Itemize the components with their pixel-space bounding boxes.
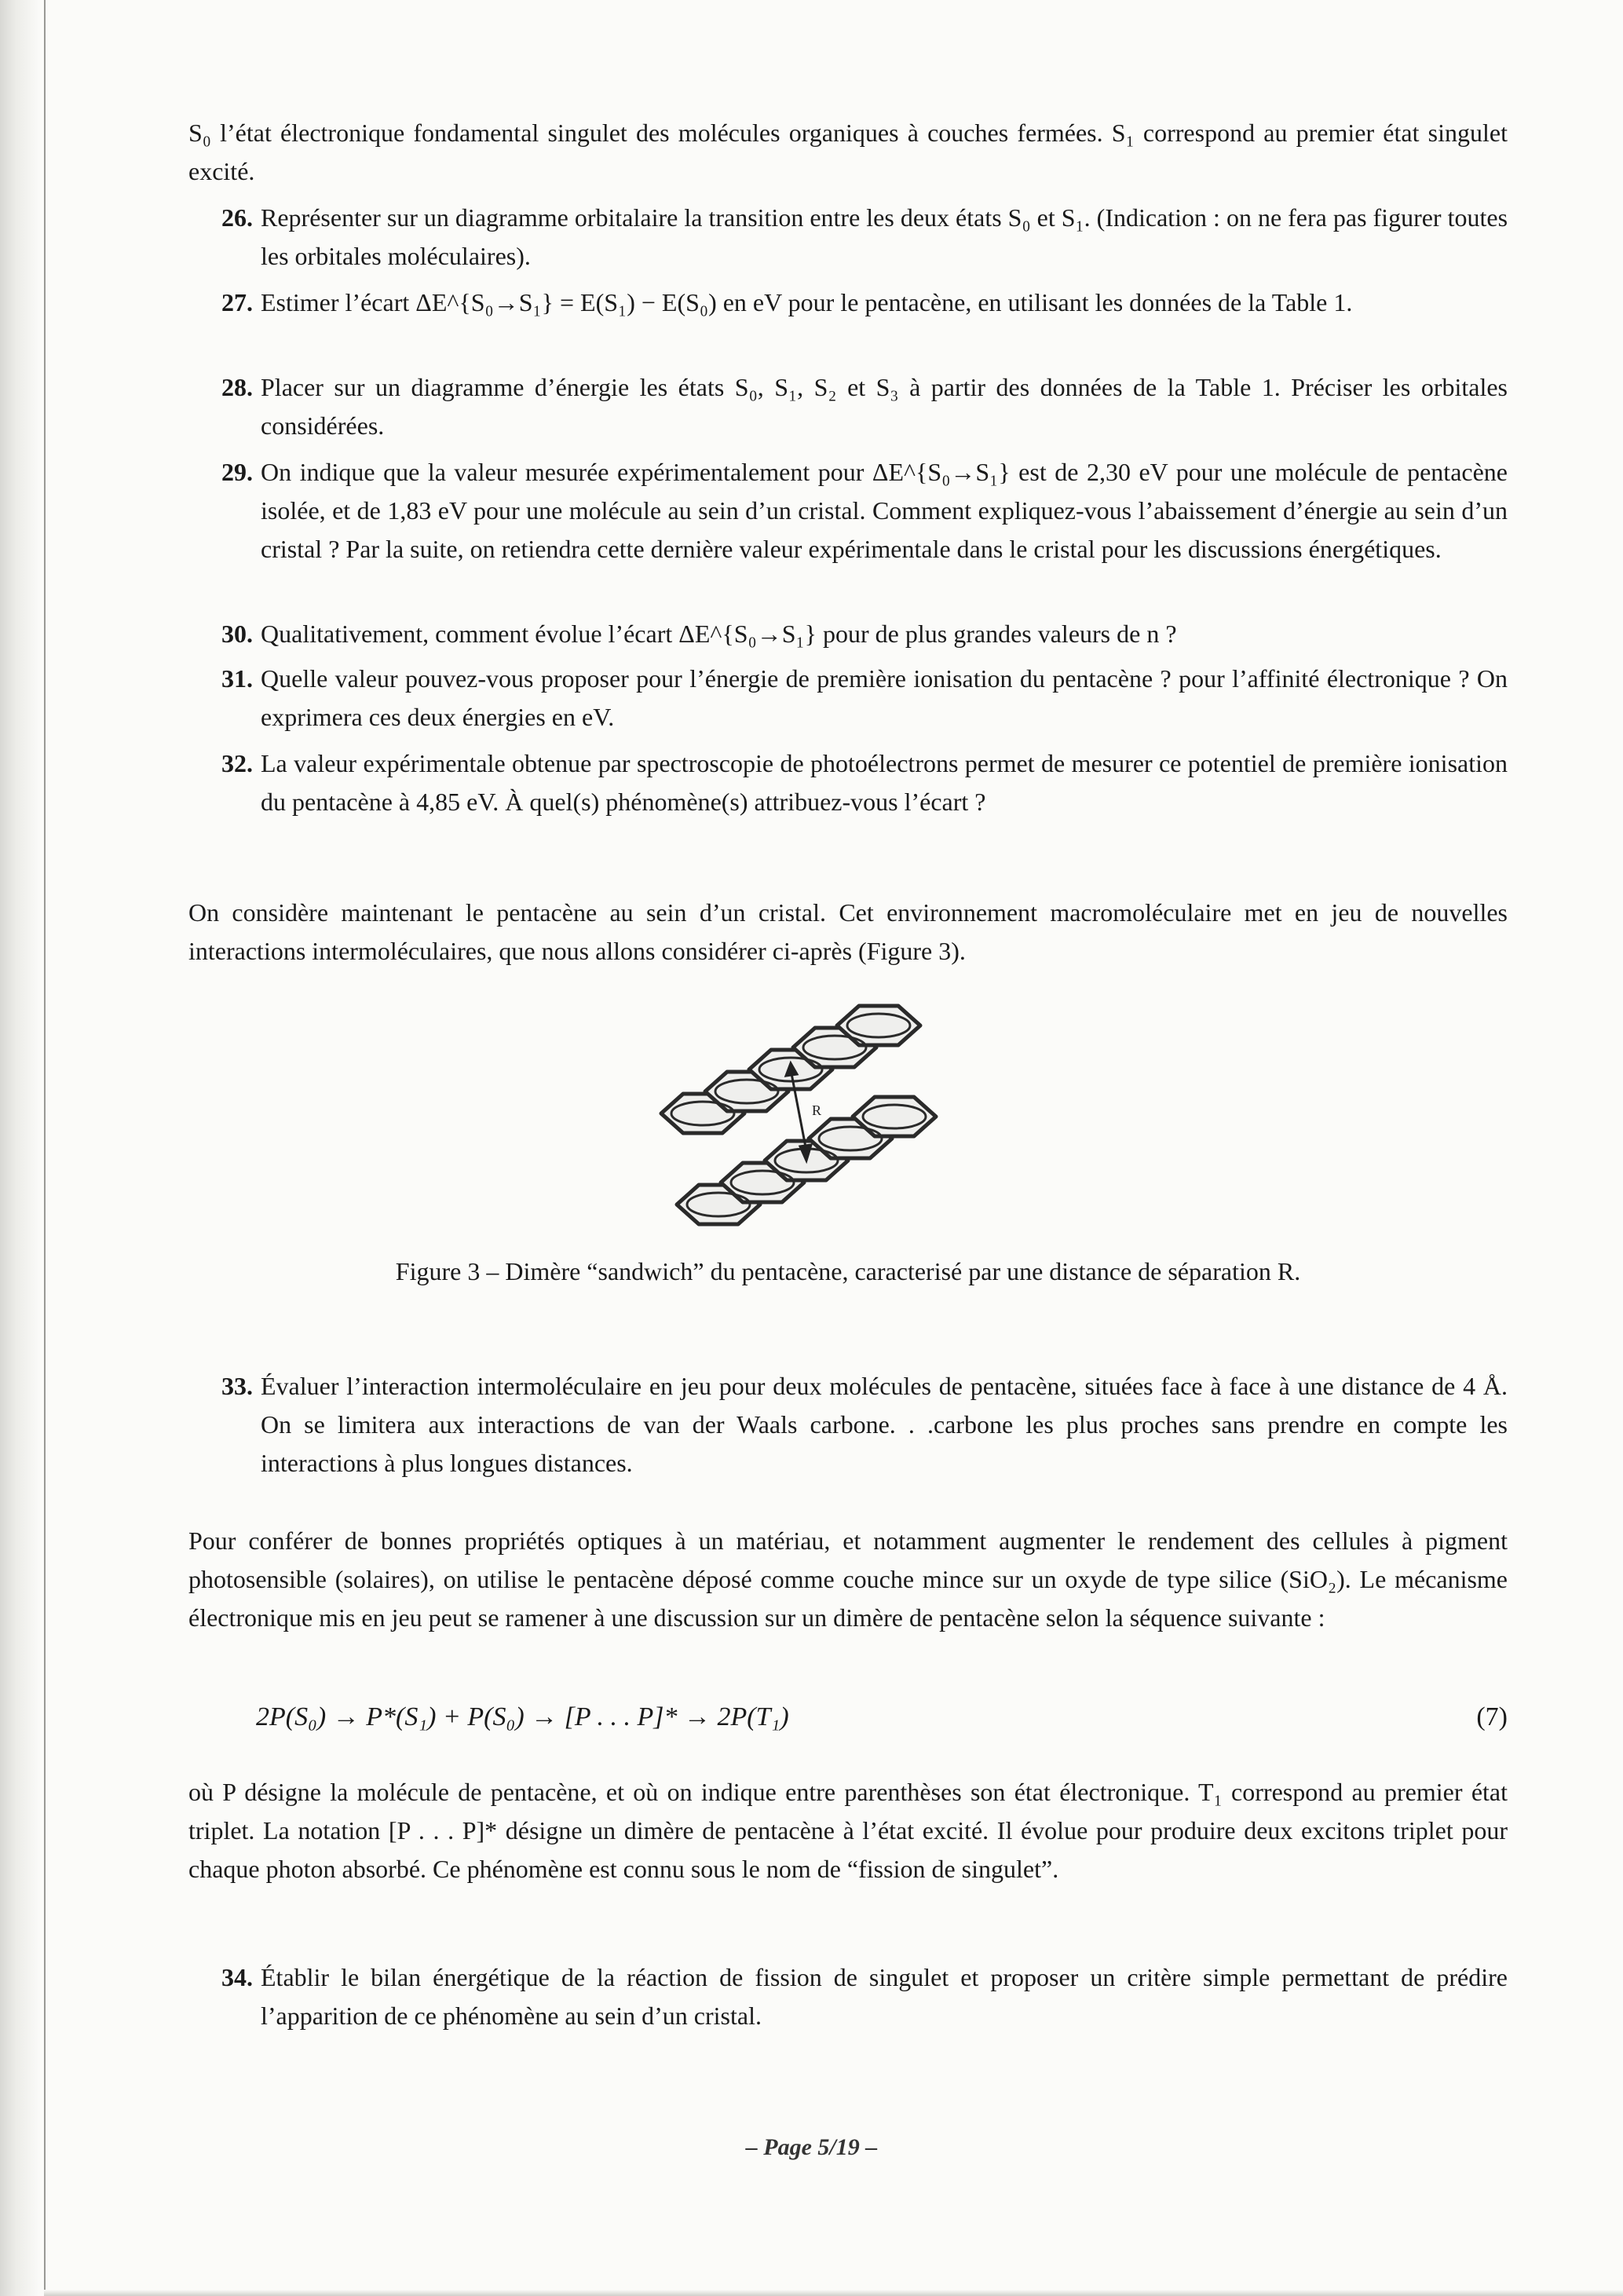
question-text: On indique que la valeur mesurée expérimentalement pour ΔE^{S₀→S₁} est de 2,30 eV pour une molécule de pentacène isolée, et de 1,83 eV pour une molécule au sein d’un cristal. Comment expliquez-vous l’abaissement d’énergie au sein d’un cristal ? Par la suite, on retiendra cette dernière valeur expérimentale dans le cristal pour les discussions énergétiques. bbox=[261, 458, 1508, 563]
scan-edge-line bbox=[44, 0, 46, 2296]
question-number: 31. bbox=[221, 664, 253, 693]
question-number: 33. bbox=[221, 1372, 253, 1400]
question-28 bbox=[188, 368, 1508, 445]
equation-body: 2P(S₀) → P*(S₁) + P(S₀) → [P . . . P]* → 2P(T₁) bbox=[256, 1702, 789, 1731]
question-number: 30. bbox=[221, 620, 253, 648]
equation-7 bbox=[188, 1698, 1508, 1736]
question-number: 28. bbox=[221, 373, 253, 401]
question-text: Établir le bilan énergétique de la réaction de fission de singulet et proposer un critère simple permettant de prédire l’apparition de ce phénomène au sein d’un cristal. bbox=[261, 1963, 1508, 2030]
figure-pentacene-dimer bbox=[642, 997, 1051, 1233]
question-number: 29. bbox=[221, 458, 253, 486]
separation-label: R bbox=[812, 1102, 822, 1118]
fission-paragraph: où P désigne la molécule de pentacène, et où on indique entre parenthèses son état électronique. T₁ correspond au premier état triplet. La notation [P . . . P]* désigne un dimère de pentacène à l’état excité. Il évolue pour produire deux excitons triplet pour chaque photon absorbé. Ce phénomène est connu sous le nom de “fission de singulet”. bbox=[188, 1778, 1508, 1883]
question-26 bbox=[188, 199, 1508, 276]
question-text: Évaluer l’interaction intermoléculaire en jeu pour deux molécules de pentacène, situées face à face à une distance de 4 Å. On se limitera aux interactions de van der Waals carbone. . .carbone les plus proches sans prendre en compte les interactions à plus longues distances. bbox=[261, 1372, 1508, 1477]
question-text: La valeur expérimentale obtenue par spectroscopie de photoélectrons permet de mesurer ce potentiel de première ionisation du pentacène à 4,85 eV. À quel(s) phénomène(s) attribuez-vous l’écart ? bbox=[261, 749, 1508, 816]
question-31 bbox=[188, 660, 1508, 737]
question-number: 32. bbox=[221, 749, 253, 777]
figure-caption: Figure 3 – Dimère “sandwich” du pentacène, caracterisé par une distance de séparation R. bbox=[395, 1257, 1301, 1285]
question-29 bbox=[188, 453, 1508, 569]
question-text: Estimer l’écart ΔE^{S₀→S₁} = E(S₁) − E(S₀) en eV pour le pentacène, en utilisant les données de la Table 1. bbox=[261, 288, 1353, 316]
question-number: 26. bbox=[221, 203, 253, 232]
page-footer: – Page 5/19 – bbox=[745, 2134, 878, 2160]
intro-paragraph: S₀ l’état électronique fondamental singulet des molécules organiques à couches fermées. S₁ correspond au premier état singulet excité. bbox=[188, 119, 1508, 185]
scan-edge-bottom bbox=[44, 2290, 1623, 2296]
question-32 bbox=[188, 744, 1508, 821]
optics-paragraph: Pour conférer de bonnes propriétés optiques à un matériau, et notamment augmenter le rendement des cellules à pigment photosensible (solaires), on utilise le pentacène déposé comme couche mince sur un oxyde de type silice (SiO₂). Le mécanisme électronique mis en jeu peut se ramener à une discussion sur un dimère de pentacène selon la séquence suivante : bbox=[188, 1526, 1508, 1632]
question-number: 34. bbox=[221, 1963, 253, 1991]
question-number: 27. bbox=[221, 288, 253, 316]
question-27 bbox=[188, 283, 1508, 322]
question-text: Représenter sur un diagramme orbitalaire la transition entre les deux états S₀ et S₁. (Indication : on ne fera pas figurer toutes les orbitales moléculaires). bbox=[261, 203, 1508, 270]
question-text: Qualitativement, comment évolue l’écart ΔE^{S₀→S₁} pour de plus grandes valeurs de n ? bbox=[261, 620, 1177, 648]
question-text: Placer sur un diagramme d’énergie les états S₀, S₁, S₂ et S₃ à partir des données de la Table 1. Préciser les orbitales considérées. bbox=[261, 373, 1508, 440]
question-33 bbox=[188, 1367, 1508, 1483]
question-text: Quelle valeur pouvez-vous proposer pour l’énergie de première ionisation du pentacène ? pour l’affinité électronique ? On exprimera ces deux énergies en eV. bbox=[261, 664, 1508, 731]
equation-number: (7) bbox=[1476, 1702, 1508, 1731]
crystal-paragraph: On considère maintenant le pentacène au sein d’un cristal. Cet environnement macromoléculaire met en jeu de nouvelles interactions intermoléculaires, que nous allons considérer ci-après (Figure 3). bbox=[188, 898, 1508, 965]
scan-shadow-left bbox=[0, 0, 41, 2296]
question-30 bbox=[188, 615, 1508, 653]
question-34 bbox=[188, 1958, 1508, 2035]
